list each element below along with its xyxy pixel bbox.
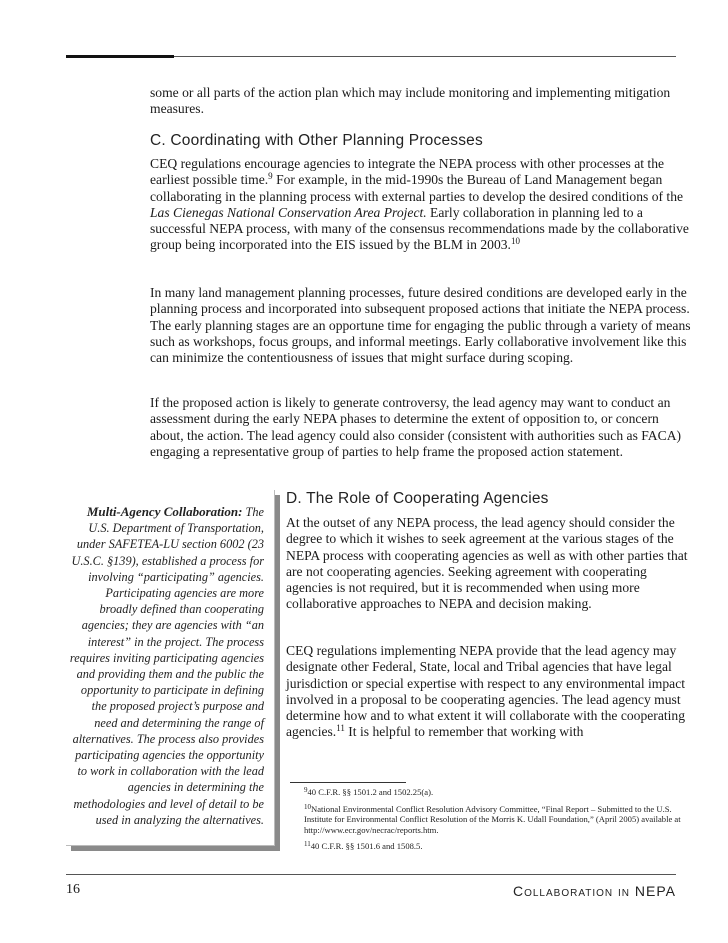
footnote-item xyxy=(304,804,684,836)
section-c-p1-text-c: Early collaboration in planning led to a successful NEPA process, with many of the consensus recommendations made by the collaborative group being incorporated into the EIS issued by the BLM in 2003. xyxy=(150,204,689,253)
page-number: 16 xyxy=(66,882,80,897)
footnote-text: 40 C.F.R. §§ 1501.6 and 1508.5. xyxy=(310,841,423,851)
section-c-p1-text-a: CEQ regulations encourage agencies to integrate the NEPA process with other processes at the earliest possible time. xyxy=(150,156,665,188)
section-d-p1-text: At the outset of any NEPA process, the lead agency should consider the degree to which it wishes to seek agreement at the various stages of the NEPA process with cooperating agencies as well as with other parties that are not cooperating agencies. Seeking agreement with cooperating agencies is not required, but it is recommended when using more collaborative approaches to NEPA and decision making. xyxy=(286,515,688,612)
section-c-heading: C. Coordinating with Other Planning Processes xyxy=(150,132,483,149)
section-d-heading: D. The Role of Cooperating Agencies xyxy=(286,490,549,507)
section-d-paragraph-1 xyxy=(286,515,690,613)
intro-paragraph xyxy=(150,85,692,118)
section-d-paragraph-2 xyxy=(286,643,690,741)
footnote-ref-11: 11 xyxy=(336,723,345,734)
footnote-number: 10 xyxy=(304,802,311,811)
running-title: Collaboration in NEPA xyxy=(512,883,676,899)
section-d-p2-text-b: It is helpful to remember that working with xyxy=(344,724,584,740)
sidebar-box xyxy=(66,490,275,846)
section-c-paragraph-2 xyxy=(150,285,692,366)
section-c-p1-text-b: For example, in the mid-1990s the Bureau of Land Management began collaborating in the planning process with external parties to develop the desired conditions of the xyxy=(150,172,684,204)
footnote-ref-10: 10 xyxy=(510,236,520,247)
intro-text: some or all parts of the action plan which may include monitoring and implementing mitigation measures. xyxy=(150,85,671,117)
sidebar-body: The U.S. Department of Transportation, under SAFETEA-LU section 6002 (23 U.S.C. §139), established a process for involving “participating” agencies. Participating agencies are more broadly defined than cooperating agencies; they are agencies with “an interest” in the project. The process requires inviting participating agencies and providing them and the public the opportunity to participate in defining the proposed project’s purpose and need and determining the range of alternatives. The process also provides participating agencies the opportunity to work in collaboration with the lead agencies in determining the methodologies and level of detail to be used in analyzing the alternatives. xyxy=(69,505,264,827)
footnotes xyxy=(304,787,684,858)
project-name-italic: Las Cienegas National Conservation Area Project. xyxy=(150,204,427,220)
footnote-number: 9 xyxy=(304,786,308,794)
section-c-p3-text: If the proposed action is likely to generate controversy, the lead agency may want to conduct an assessment during the early NEPA phases to determine the extent of opposition to, or concern about, the action. The lead agency could also consider (consistent with authorities such as FACA) engaging a representative group of parties to help frame the proposed action statement. xyxy=(150,395,682,459)
footnote-rule xyxy=(290,782,406,783)
section-c-paragraph-3 xyxy=(150,395,692,460)
footnote-item xyxy=(304,841,684,852)
footnote-number: 11 xyxy=(304,840,311,848)
section-c-paragraph-1 xyxy=(150,156,692,254)
section-c-p2-text: In many land management planning processes, future desired conditions are developed early in the planning process and incorporated into subsequent proposed actions that initiate the NEPA process. The early planning stages are an opportune time for engaging the public through a variety of means such as workshops, focus groups, and informal meetings. Early collaborative involvement like this can minimize the contentiousness of issues that might surface during scoping. xyxy=(150,285,691,366)
footer-rule xyxy=(66,874,676,875)
section-d-p2-text-a: CEQ regulations implementing NEPA provide that the lead agency may designate other Federal, State, local and Tribal agencies that have legal jurisdiction or special expertise with respect to any environmental impact involved in a proposal to be cooperating agencies. The lead agency must determine how and to what extent it will collaborate with the cooperating agencies. xyxy=(286,643,686,740)
sidebar-title: Multi-Agency Collaboration: xyxy=(86,504,243,519)
header-rule-accent xyxy=(66,55,174,58)
sidebar-text xyxy=(66,504,264,828)
footnote-text: National Environmental Conflict Resolution Advisory Committee, “Final Report – Submitted to the U.S. Institute for Environmental Conflict Resolution of the Morris K. Udall Foundation,” (April 2005) available at http://www.ecr.gov/necrac/reports.htm. xyxy=(304,803,681,835)
footnote-text: 40 C.F.R. §§ 1501.2 and 1502.25(a). xyxy=(307,787,434,797)
footnote-item xyxy=(304,787,684,798)
footnote-ref-9: 9 xyxy=(268,171,273,182)
